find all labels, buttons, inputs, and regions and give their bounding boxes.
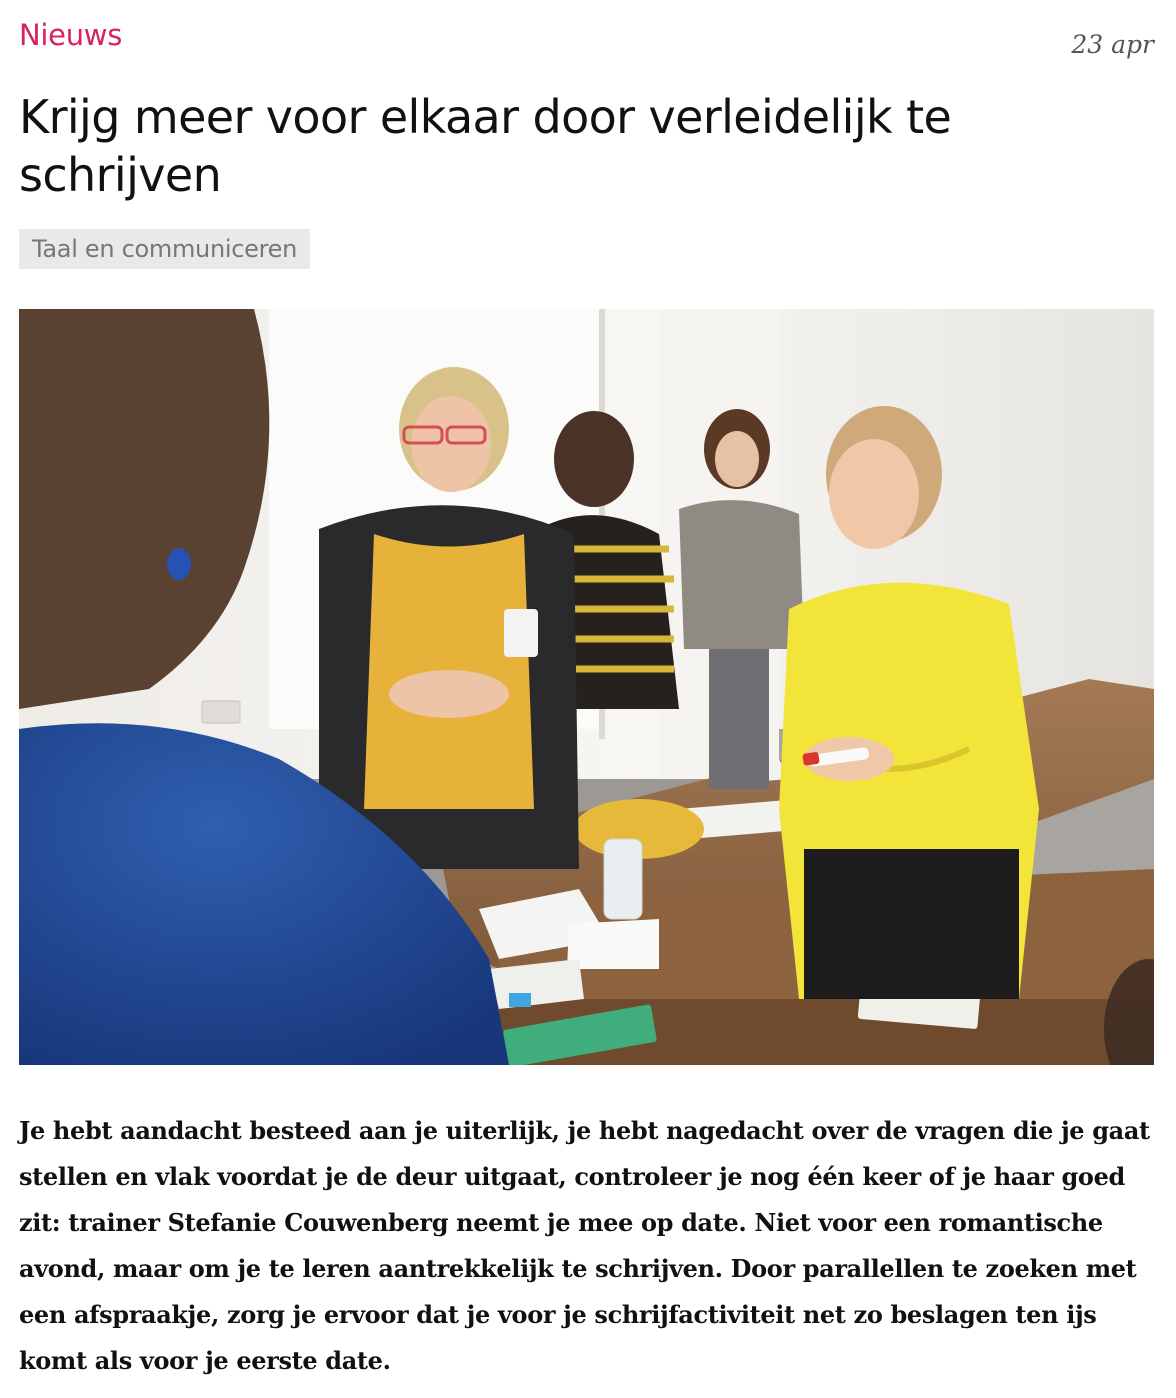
article-date: 23 apr: [1071, 30, 1154, 59]
article-photo: [19, 309, 1154, 1065]
category-link[interactable]: Nieuws: [19, 18, 122, 52]
article-lead: Je hebt aandacht besteed aan je uiterlijk, je hebt nagedacht over de vragen die je gaat stellen en vlak voordat je de deur uitgaat, controleer je nog één keer of je haar goed zit: trainer Stefanie Couwenberg neemt je mee op date. Niet voor een romantische avond, maar om je te leren aantrekkelijk te schrijven. Door parallellen te zoeken met een afspraakje, zorg je ervoor dat je voor je schrijfactiviteit net zo beslagen ten ijs komt als voor je eerste date.: [19, 1116, 1150, 1375]
article-title: Krijg meer voor elkaar door verleidelijk te schrijven: [19, 90, 952, 202]
topic-tag[interactable]: Taal en communiceren: [19, 229, 310, 269]
